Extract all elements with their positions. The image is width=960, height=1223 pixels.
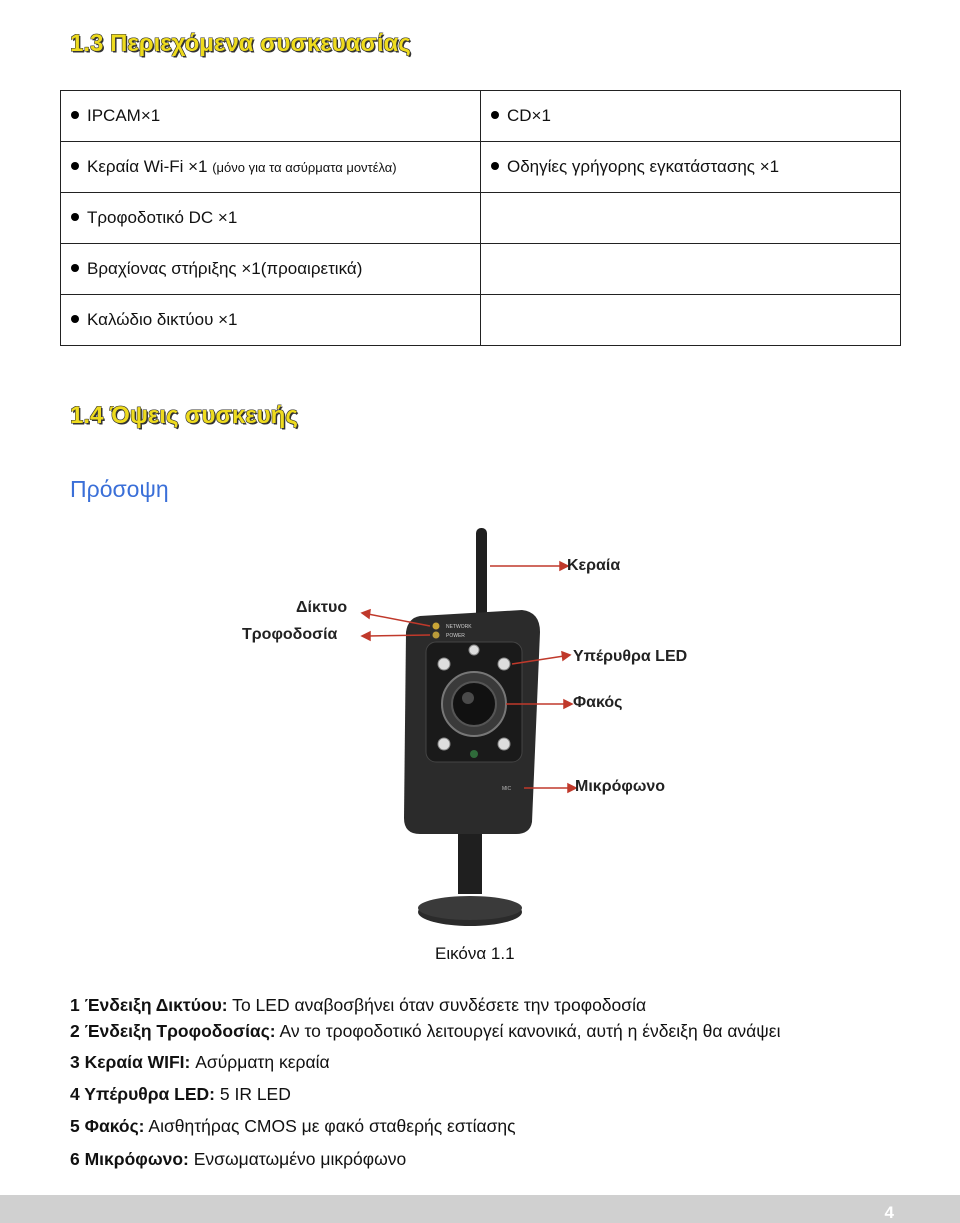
camera-front-figure [240, 522, 700, 930]
table-cell: Κεραία Wi-Fi ×1 (μόνο για τα ασύρματα μοντέλα) [61, 142, 481, 193]
bullet-icon [71, 111, 79, 119]
power-led-icon [433, 632, 440, 639]
description-item: 5 Φακός: Αισθητήρας CMOS με φακό σταθερής εστίασης [70, 1116, 516, 1136]
mic-label: Μικρόφωνο [575, 778, 665, 795]
bullet-icon [71, 315, 79, 323]
ir-led-icon [469, 645, 479, 655]
ir-led-icon [438, 658, 450, 670]
table-cell: CD×1 [481, 91, 901, 142]
table-cell: Καλώδιο δικτύου ×1 [61, 295, 481, 346]
light-sensor-icon [470, 750, 478, 758]
package-contents-table [60, 90, 901, 346]
camera-illustration [240, 522, 700, 930]
bullet-icon [491, 162, 499, 170]
lens-label: Φακός [573, 694, 623, 711]
section-title-device-views: 1.4 Όψεις συσκευής [70, 402, 298, 429]
arrow-head [564, 700, 572, 708]
table-row [61, 193, 901, 244]
stand-base-top-shape [418, 896, 522, 920]
description-item: 4 Υπέρυθρα LED: 5 IR LED [70, 1084, 291, 1104]
arrow-head [362, 632, 370, 640]
network-body-label: NETWORK [446, 624, 472, 630]
table-row [61, 91, 901, 142]
table-cell: Βραχίονας στήριξης ×1(προαιρετικά) [61, 244, 481, 295]
ir-led-icon [498, 738, 510, 750]
table-cell-empty [481, 295, 901, 346]
description-item: 3 Κεραία WIFI: Ασύρματη κεραία [70, 1052, 330, 1072]
bullet-icon [491, 111, 499, 119]
table-cell: Τροφοδοτικό DC ×1 [61, 193, 481, 244]
description-item: 6 Μικρόφωνο: Ενσωματωμένο μικρόφωνο [70, 1149, 407, 1169]
arrow-head [562, 652, 570, 660]
table-cell: IPCAM×1 [61, 91, 481, 142]
bullet-icon [71, 162, 79, 170]
table-row [61, 244, 901, 295]
stand-shape [458, 834, 482, 894]
ir-led-icon [498, 658, 510, 670]
table-cell-empty [481, 193, 901, 244]
table-row [61, 295, 901, 346]
section-title-package-contents: 1.3 Περιεχόμενα συσκευασίας [70, 30, 411, 57]
page-footer [0, 1195, 960, 1223]
table-row [61, 142, 901, 193]
mic-body-label: MIC [502, 786, 512, 792]
antenna-label: Κεραία [567, 557, 621, 574]
power-label: Τροφοδοσία [242, 626, 338, 643]
table-cell-empty [481, 244, 901, 295]
power-body-label: POWER [446, 633, 465, 639]
arrow-head [362, 610, 370, 618]
front-view-subtitle: Πρόσοψη [70, 476, 169, 502]
description-item: 1 Ένδειξη Δικτύου: Το LED αναβοσβήνει όταν συνδέσετε την τροφοδοσία [70, 995, 647, 1015]
lens-inner-shape [452, 682, 496, 726]
bullet-icon [71, 213, 79, 221]
ir-led-label: Υπέρυθρα LED [573, 648, 688, 665]
ir-led-icon [438, 738, 450, 750]
bullet-icon [71, 264, 79, 272]
figure-caption: Εικόνα 1.1 [435, 944, 515, 963]
description-item: 2 Ένδειξη Τροφοδοσίας: Αν το τροφοδοτικό λειτουργεί κανονικά, αυτή η ένδειξη θα ανάψει [70, 1021, 781, 1041]
lens-glint-shape [462, 692, 474, 704]
network-label: Δίκτυο [296, 599, 348, 616]
table-cell: Οδηγίες γρήγορης εγκατάστασης ×1 [481, 142, 901, 193]
arrow-power [368, 635, 430, 636]
page-number: 4 [884, 1203, 894, 1222]
network-led-icon [433, 623, 440, 630]
